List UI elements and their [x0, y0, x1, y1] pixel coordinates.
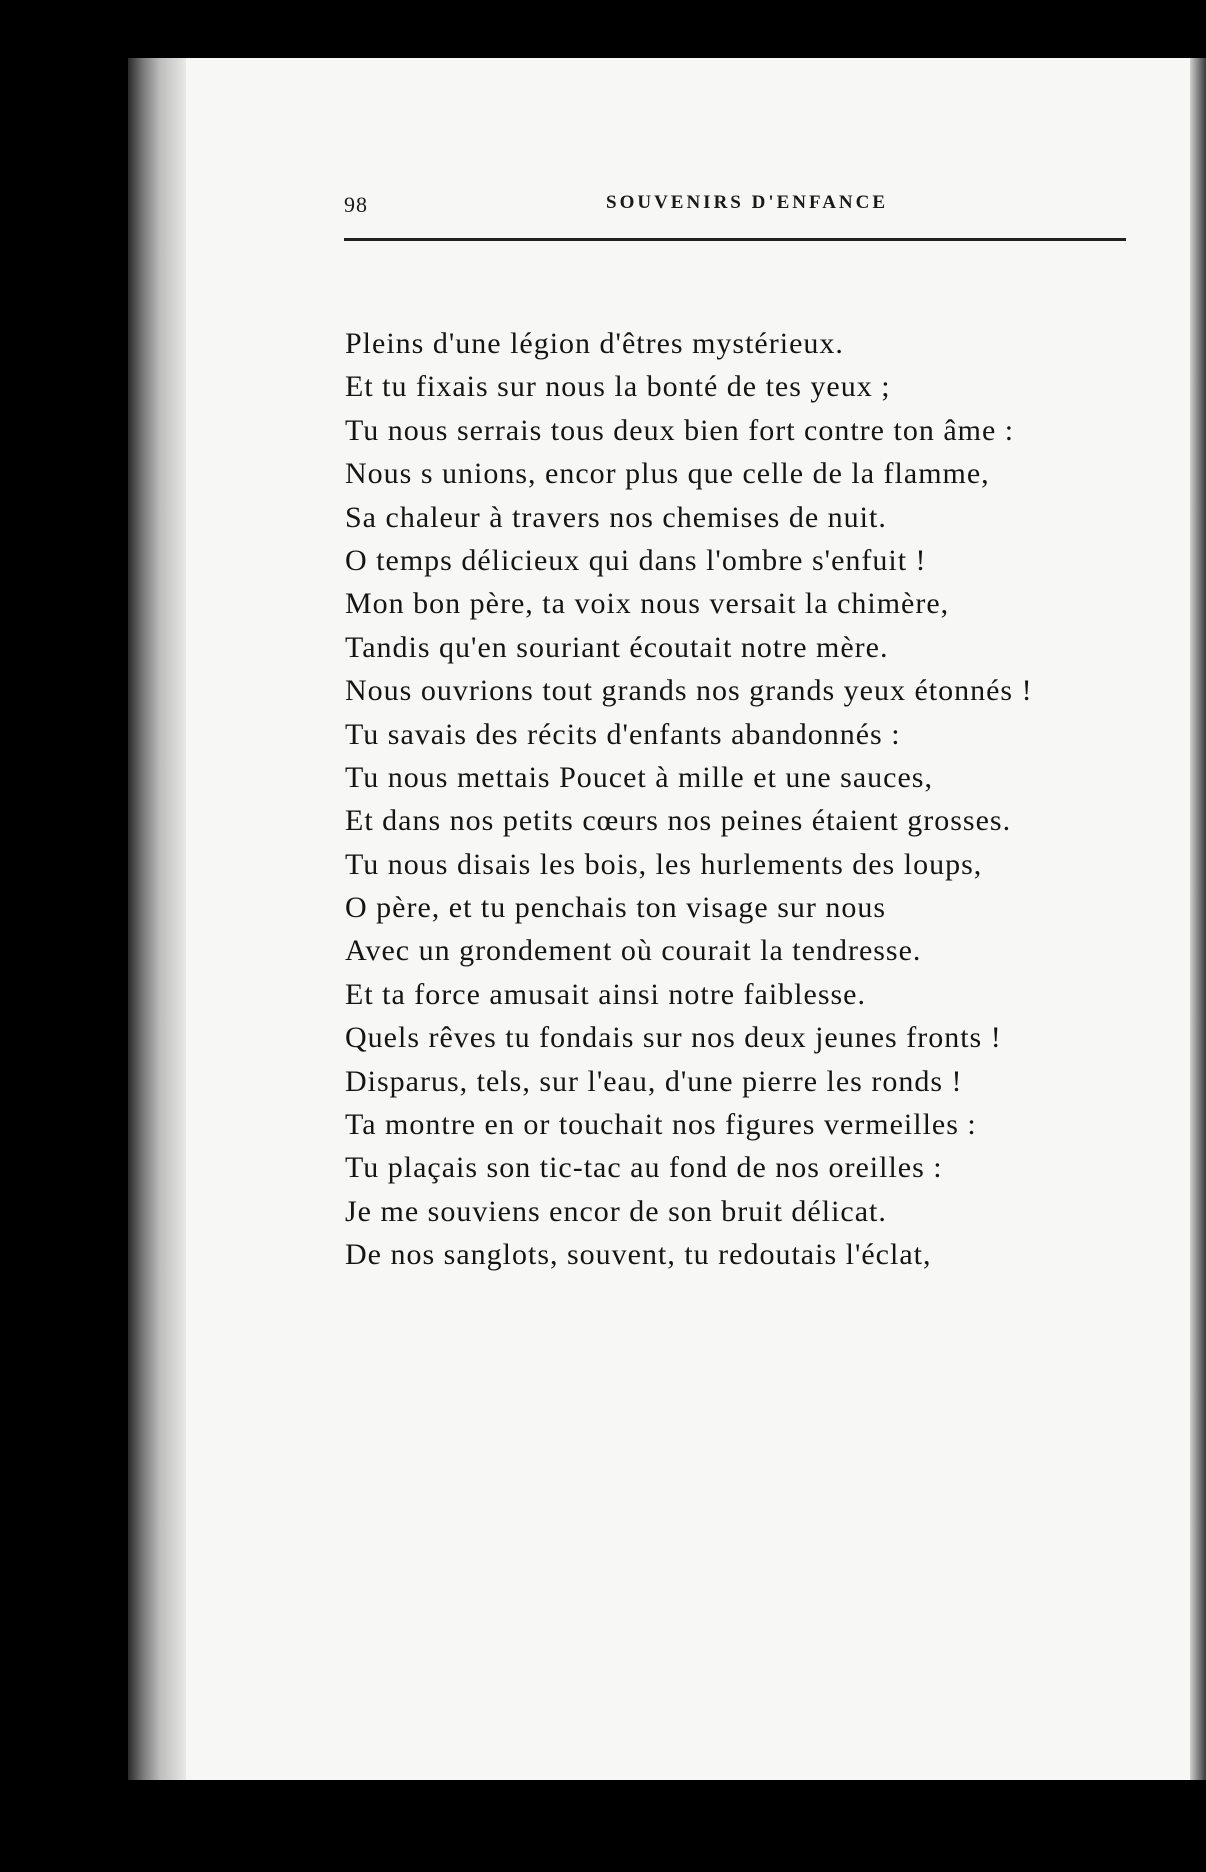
verse-line: Tu plaçais son tic-tac au fond de nos oreilles :	[345, 1151, 943, 1185]
verse-line: Disparus, tels, sur l'eau, d'une pierre les ronds !	[345, 1064, 963, 1098]
verse-line: Et dans nos petits cœurs nos peines étaient grosses.	[345, 804, 1012, 838]
page-right-edge	[1190, 58, 1206, 1780]
verse-line: Tu nous serrais tous deux bien fort contre ton âme :	[345, 413, 1015, 447]
verse-line: Tu nous disais les bois, les hurlements des loups,	[345, 847, 983, 881]
verse-line: Tandis qu'en souriant écoutait notre mère.	[345, 630, 889, 664]
header-rule	[344, 238, 1126, 241]
page-number: 98	[344, 192, 368, 217]
page-header	[344, 192, 1134, 222]
verse-line: Nous ouvrions tout grands nos grands yeux étonnés !	[345, 674, 1033, 708]
poem-text	[345, 322, 1145, 1277]
verse-line: Quels rêves tu fondais sur nos deux jeunes fronts !	[345, 1021, 1002, 1055]
verse-line: Nous s unions, encor plus que celle de la flamme,	[345, 457, 990, 491]
verse-line: Je me souviens encor de son bruit délicat.	[345, 1194, 887, 1228]
verse-line: Et ta force amusait ainsi notre faiblesse.	[345, 977, 866, 1011]
verse-line: Avec un grondement où courait la tendresse.	[345, 934, 922, 968]
verse-line: Et tu fixais sur nous la bonté de tes yeux ;	[345, 370, 891, 404]
verse-line: Tu savais des récits d'enfants abandonnés :	[345, 717, 901, 751]
verse-line: Pleins d'une légion d'êtres mystérieux.	[345, 327, 844, 360]
verse-line: Ta montre en or touchait nos figures vermeilles :	[345, 1108, 977, 1142]
page-binding-shadow	[128, 58, 186, 1780]
running-head: SOUVENIRS D'ENFANCE	[606, 192, 889, 213]
verse-line: Mon bon père, ta voix nous versait la chimère,	[345, 587, 950, 621]
verse-line: O temps délicieux qui dans l'ombre s'enfuit !	[345, 543, 927, 577]
verse-line: Sa chaleur à travers nos chemises de nuit.	[345, 500, 887, 534]
verse-line: Tu nous mettais Poucet à mille et une sauces,	[345, 760, 933, 794]
verse-line: De nos sanglots, souvent, tu redoutais l'éclat,	[345, 1238, 932, 1272]
verse-line: O père, et tu penchais ton visage sur nous	[345, 891, 887, 925]
